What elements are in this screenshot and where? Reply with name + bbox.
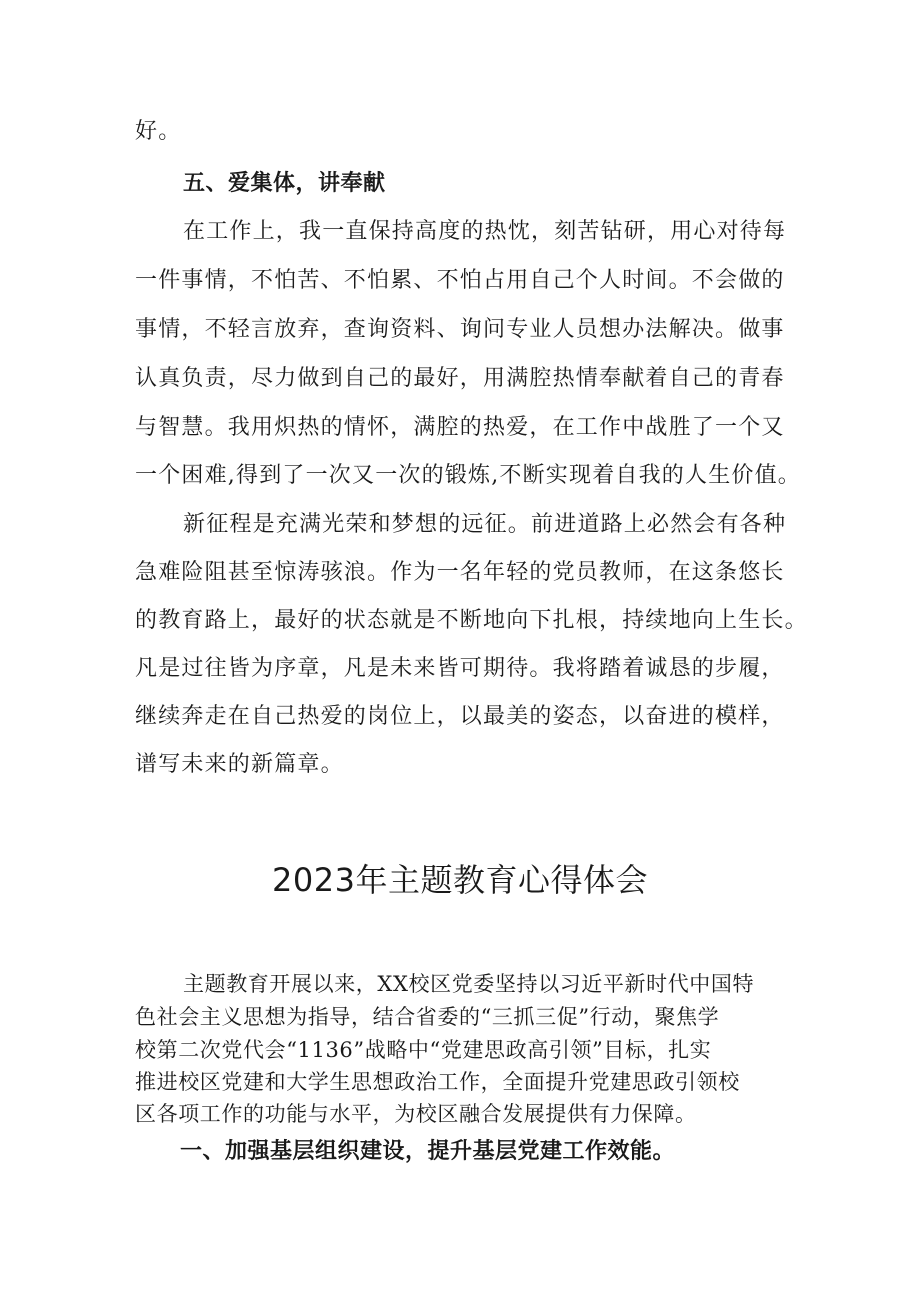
paragraph-line: 一个困难,得到了一次又一次的锻炼,不断实现着自我的人生价值。 xyxy=(135,463,801,488)
paragraph-line: 区各项工作的功能与水平，为校区融合发展提供有力保障。 xyxy=(135,1102,697,1126)
paragraph-line: 凡是过往皆为序章，凡是未来皆可期待。我将踏着诚恳的步履， xyxy=(135,656,785,681)
paragraph-line: 校第二次党代会“1136”战略中“党建思政高引领”目标，扎实 xyxy=(135,1038,712,1062)
paragraph-line: 认真负责，尽力做到自己的最好，用满腔热情奉献着自己的青春 xyxy=(135,366,785,391)
paragraph-line: 继续奔走在自己热爱的岗位上，以最美的姿态，以奋进的模样， xyxy=(135,704,785,729)
paragraph-line: 急难险阻甚至惊涛骇浪。作为一名年轻的党员教师，在这条悠长 xyxy=(135,560,785,585)
paragraph-tail: 好。 xyxy=(135,119,182,144)
paragraph-line: 谱写未来的新篇章。 xyxy=(135,752,344,777)
article-title: 2023年主题教育心得体会 xyxy=(272,861,648,899)
paragraph-line: 一件事情，不怕苦、不怕累、不怕占用自己个人时间。不会做的 xyxy=(135,268,785,293)
paragraph-line: 推进校区党建和大学生思想政治工作，全面提升党建思政引领校 xyxy=(135,1070,740,1094)
paragraph-line: 事情，不轻言放弃，查询资料、询问专业人员想办法解决。做事 xyxy=(135,317,785,342)
paragraph-line: 在工作上，我一直保持高度的热忱，刻苦钻研，用心对待每 xyxy=(183,219,787,244)
section-heading-1: 一、加强基层组织建设，提升基层党建工作效能。 xyxy=(180,1139,676,1164)
paragraph-line: 与智慧。我用炽热的情怀，满腔的热爱，在工作中战胜了一个又 xyxy=(135,415,785,440)
paragraph-line: 色社会主义思想为指导，结合省委的“三抓三促”行动，聚焦学 xyxy=(135,1005,720,1029)
paragraph-line: 新征程是充满光荣和梦想的远征。前进道路上必然会有各种 xyxy=(183,512,787,537)
paragraph-line: 的教育路上，最好的状态就是不断地向下扎根，持续地向上生长。 xyxy=(135,608,808,633)
section-heading-5: 五、爱集体，讲奉献 xyxy=(183,171,386,196)
paragraph-line: 主题教育开展以来，XX校区党委坚持以习近平新时代中国特 xyxy=(183,972,755,996)
